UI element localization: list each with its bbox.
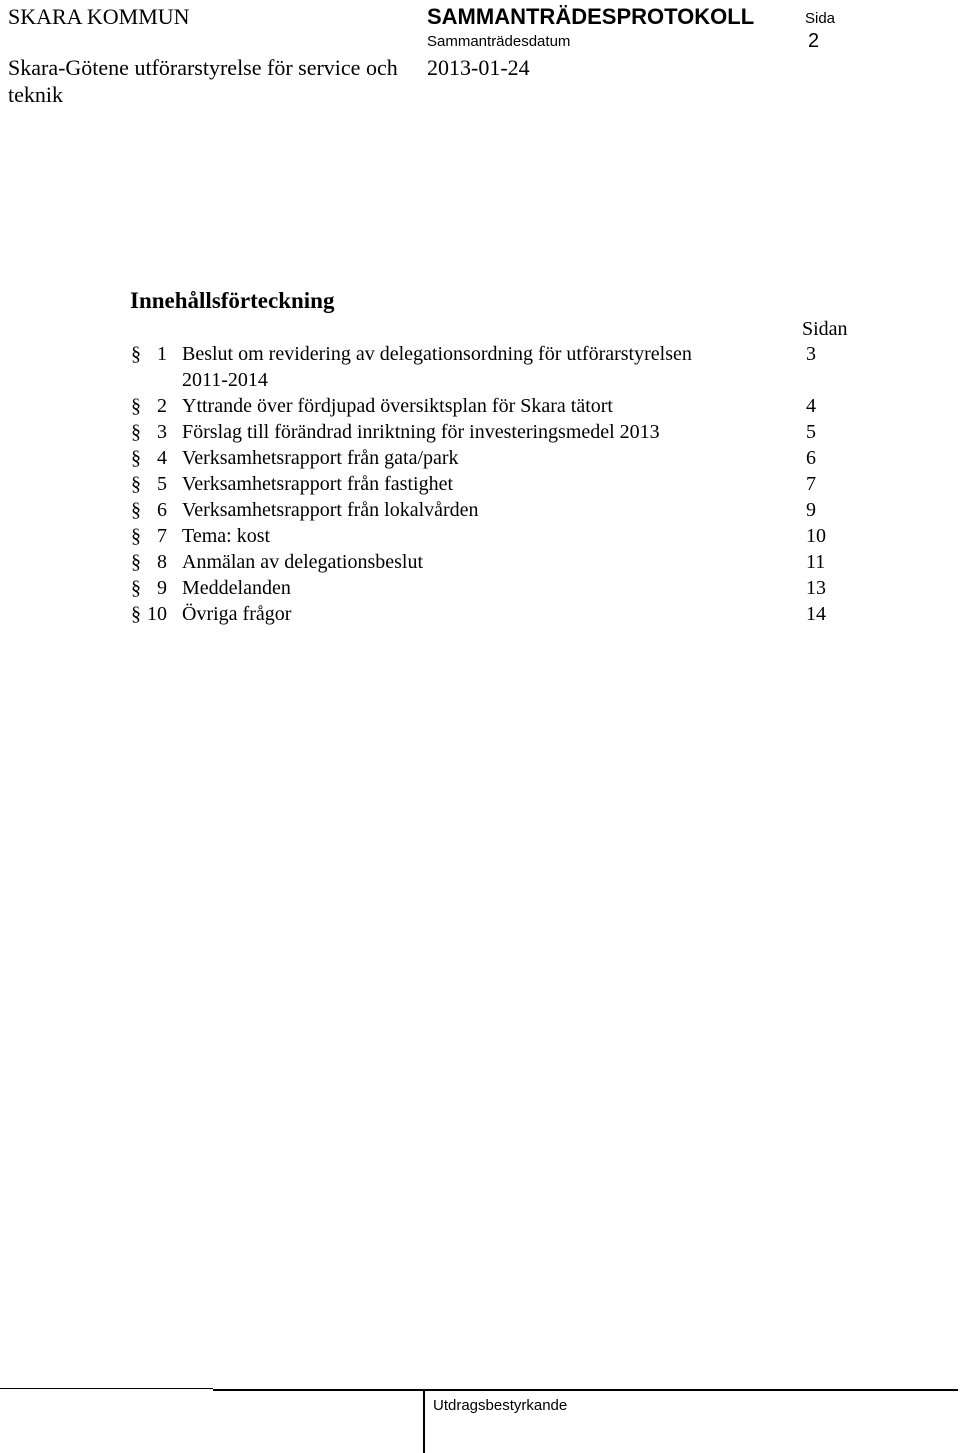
document-type: SAMMANTRÄDESPROTOKOLL xyxy=(427,4,755,29)
footer-divider-left xyxy=(0,1388,213,1389)
section-number: 3 xyxy=(157,421,167,443)
meeting-date-label: Sammanträdesdatum xyxy=(427,33,571,50)
section-number: 4 xyxy=(157,447,167,469)
footer-divider-right xyxy=(213,1389,958,1391)
section-symbol: § xyxy=(131,603,141,625)
section-number: 9 xyxy=(157,577,167,599)
section-page: 6 xyxy=(806,447,816,469)
section-title: Beslut om revidering av delegationsordning för utförarstyrelsen xyxy=(182,343,692,365)
toc-page-column-label: Sidan xyxy=(802,318,848,340)
section-symbol: § xyxy=(131,447,141,469)
section-symbol: § xyxy=(131,421,141,443)
section-title-continuation: 2011-2014 xyxy=(182,369,268,391)
meeting-date-value: 2013-01-24 xyxy=(427,55,530,80)
section-number: 10 xyxy=(147,603,167,625)
section-number: 5 xyxy=(157,473,167,495)
section-title: Förslag till förändrad inriktning för investeringsmedel 2013 xyxy=(182,421,660,443)
section-page: 7 xyxy=(806,473,816,495)
toc-item xyxy=(0,473,960,499)
section-title: Övriga frågor xyxy=(182,603,292,625)
section-title: Meddelanden xyxy=(182,577,291,599)
section-page: 14 xyxy=(806,603,826,625)
section-number: 6 xyxy=(157,499,167,521)
section-number: 7 xyxy=(157,525,167,547)
section-number: 2 xyxy=(157,395,167,417)
section-symbol: § xyxy=(131,551,141,573)
section-symbol: § xyxy=(131,499,141,521)
section-symbol: § xyxy=(131,343,141,365)
toc-item xyxy=(0,525,960,551)
toc-item xyxy=(0,499,960,525)
certification-label: Utdragsbestyrkande xyxy=(433,1397,568,1414)
section-symbol: § xyxy=(131,577,141,599)
toc-item xyxy=(0,551,960,577)
page-label: Sida xyxy=(805,10,836,27)
toc-title: Innehållsförteckning xyxy=(130,288,335,313)
section-title: Verksamhetsrapport från fastighet xyxy=(182,473,454,495)
section-symbol: § xyxy=(131,473,141,495)
section-page: 4 xyxy=(806,395,816,417)
toc-item xyxy=(0,577,960,603)
section-page: 9 xyxy=(806,499,816,521)
footer-vertical-divider xyxy=(423,1391,425,1453)
toc-item xyxy=(0,447,960,473)
section-page: 5 xyxy=(806,421,816,443)
section-title: Verksamhetsrapport från gata/park xyxy=(182,447,459,469)
committee-name: Skara-Götene utförarstyrelse för service och teknik xyxy=(8,55,398,107)
section-page: 3 xyxy=(806,343,816,365)
section-number: 8 xyxy=(157,551,167,573)
toc-item xyxy=(0,421,960,447)
section-page: 10 xyxy=(806,525,826,547)
toc-item xyxy=(0,603,960,629)
toc-item xyxy=(0,343,960,369)
section-number: 1 xyxy=(157,343,167,365)
section-symbol: § xyxy=(131,525,141,547)
page-number: 2 xyxy=(808,30,820,52)
section-title: Tema: kost xyxy=(182,525,271,547)
section-page: 11 xyxy=(806,551,826,573)
section-title: Yttrande över fördjupad översiktsplan för Skara tätort xyxy=(182,395,613,417)
section-title: Verksamhetsrapport från lokalvården xyxy=(182,499,479,521)
organization-name: SKARA KOMMUN xyxy=(8,4,190,29)
toc-item xyxy=(0,395,960,421)
section-page: 13 xyxy=(806,577,826,599)
section-title: Anmälan av delegationsbeslut xyxy=(182,551,424,573)
section-symbol: § xyxy=(131,395,141,417)
